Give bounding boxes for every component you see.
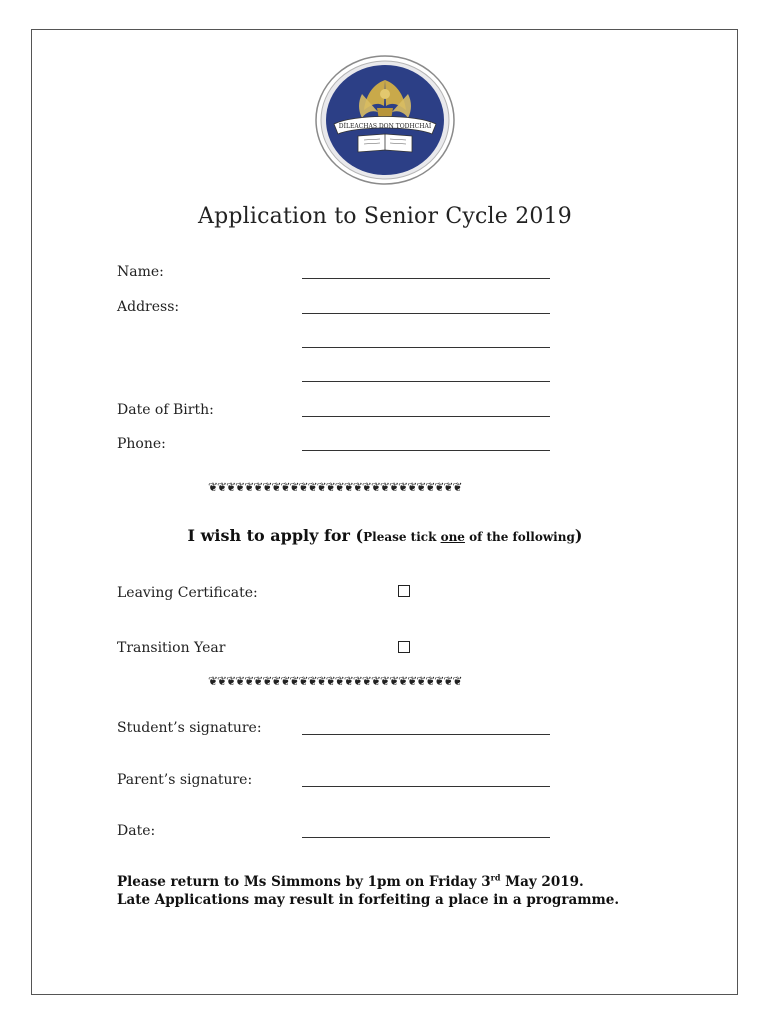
ornament-divider-top: ❦❦❦❦❦❦❦❦❦❦❦❦❦❦❦❦❦❦❦❦❦❦❦❦❦❦❦❦ (208, 480, 462, 494)
transition-year-label: Transition Year (117, 640, 226, 656)
phone-label: Phone: (117, 436, 166, 452)
leaving-cert-label: Leaving Certificate: (117, 585, 258, 601)
return-notice (117, 874, 584, 890)
late-application-notice: Late Applications may result in forfeiting a place in a programme. (117, 892, 620, 908)
student-signature-field[interactable] (302, 734, 550, 735)
dob-label: Date of Birth: (117, 402, 214, 418)
leaving-cert-checkbox[interactable] (398, 585, 410, 597)
date-field[interactable] (302, 837, 550, 838)
address-field-line-1[interactable] (302, 313, 550, 314)
phone-field[interactable] (302, 450, 550, 451)
apply-heading-close: ) (574, 526, 583, 545)
transition-year-checkbox[interactable] (398, 641, 410, 653)
apply-instruction-post: of the following (464, 530, 575, 544)
parent-signature-field[interactable] (302, 786, 550, 787)
apply-instruction-pre: Please tick (363, 530, 441, 544)
name-label: Name: (117, 264, 164, 280)
apply-instruction-one: one (440, 530, 465, 544)
return-notice-date: May 2019. (500, 874, 584, 890)
form-title: Application to Senior Cycle 2019 (198, 204, 572, 229)
student-signature-label: Student’s signature: (117, 720, 262, 736)
name-field[interactable] (302, 278, 550, 279)
ornament-divider-bottom: ❦❦❦❦❦❦❦❦❦❦❦❦❦❦❦❦❦❦❦❦❦❦❦❦❦❦❦❦ (208, 674, 462, 688)
apply-heading (0, 526, 770, 545)
address-label: Address: (117, 299, 180, 315)
address-field-line-2[interactable] (302, 347, 550, 348)
crest-motto: DÍLEACHAS DON TODHCHAÍ (338, 123, 432, 130)
address-field-line-3[interactable] (302, 381, 550, 382)
dob-field[interactable] (302, 416, 550, 417)
return-notice-text: Please return to Ms Simmons by 1pm on Friday 3 (117, 874, 491, 890)
date-label: Date: (117, 823, 156, 839)
parent-signature-label: Parent’s signature: (117, 772, 253, 788)
school-crest-logo (314, 54, 456, 186)
apply-heading-text: I wish to apply for ( (187, 526, 364, 545)
return-notice-ordinal: rd (490, 872, 501, 883)
